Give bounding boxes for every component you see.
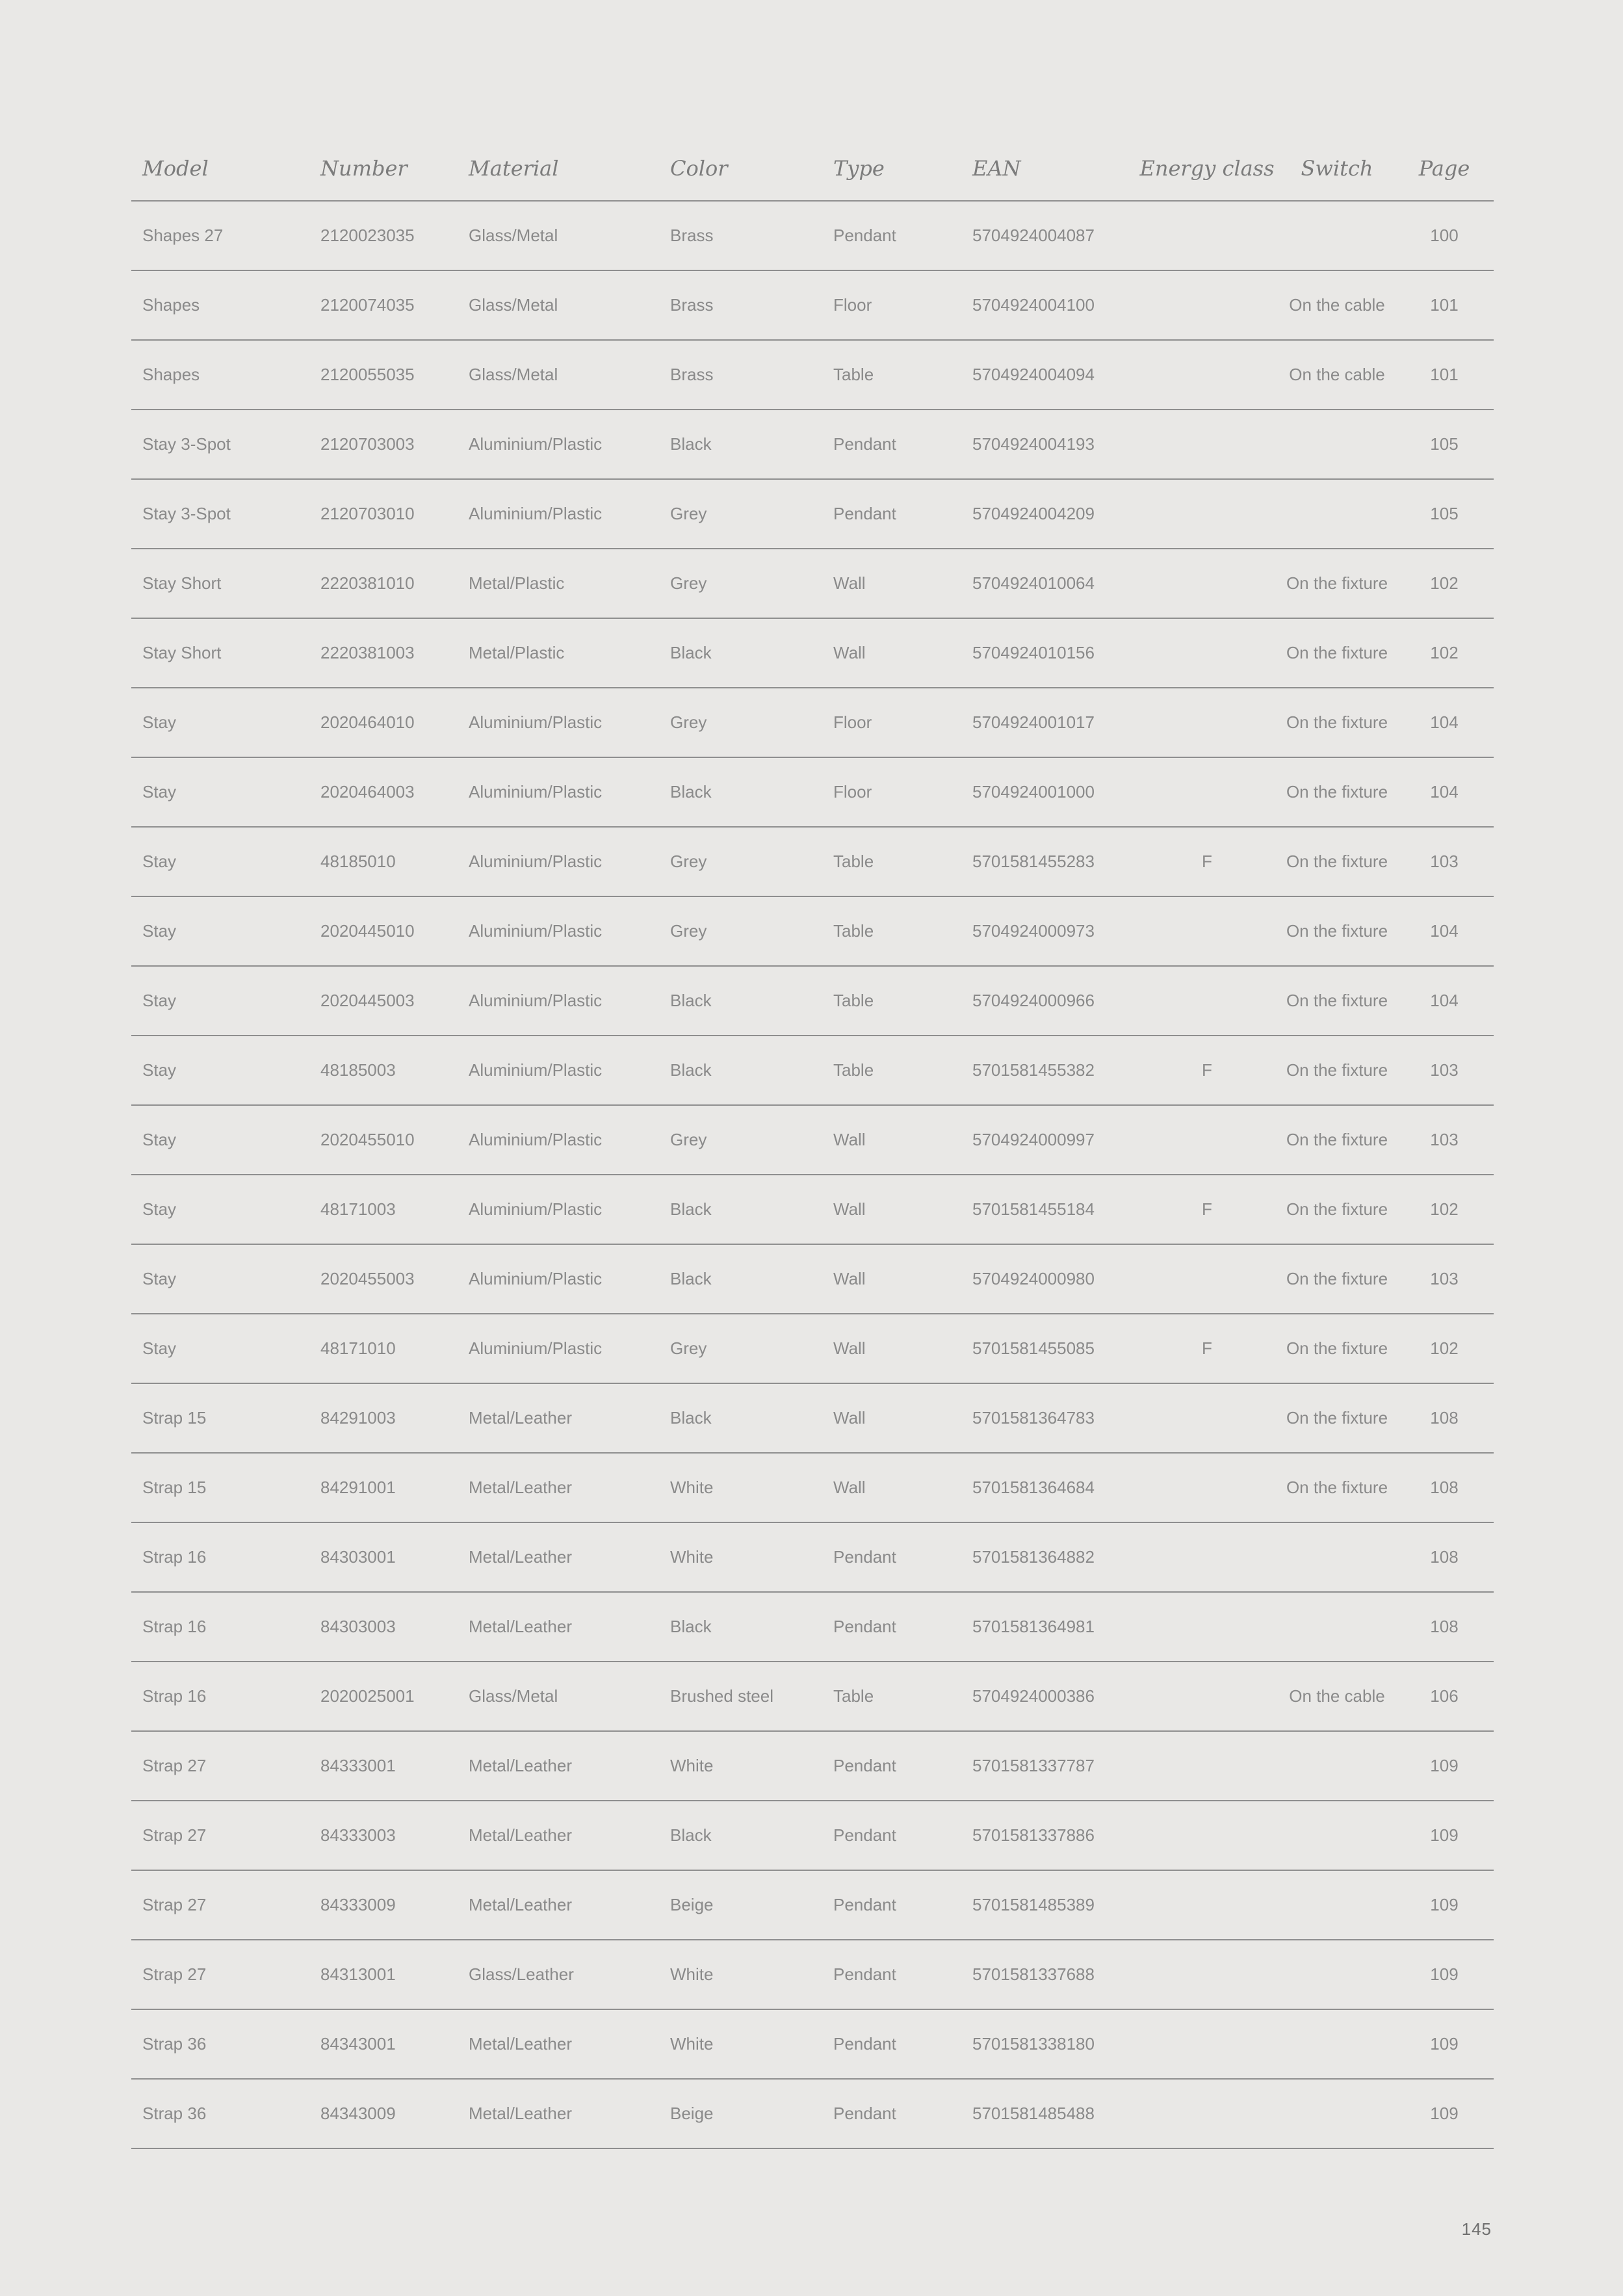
header-switch: Switch [1301, 156, 1373, 181]
cell-energy-class [1142, 1871, 1272, 1939]
cell-number: 2020445003 [320, 991, 415, 1010]
cell-model: Stay [142, 1130, 177, 1149]
cell-ean: 5704924001017 [972, 712, 1095, 732]
cell-switch: On the fixture [1286, 991, 1388, 1010]
cell-material: Glass/Leather [469, 1964, 574, 1984]
cell-model: Strap 36 [142, 2104, 207, 2123]
cell-number: 2220381010 [320, 573, 415, 593]
cell-material: Aluminium/Plastic [469, 1060, 603, 1080]
cell-page: 109 [1430, 2104, 1459, 2123]
cell-number: 2020464003 [320, 782, 415, 802]
cell-model: Stay [142, 1338, 177, 1358]
cell-material: Aluminium/Plastic [469, 1338, 603, 1358]
cell-page: 102 [1430, 573, 1459, 593]
cell-model: Strap 16 [142, 1686, 207, 1706]
cell-energy-class: F [1202, 852, 1212, 871]
cell-energy-class [1142, 202, 1272, 270]
cell-color: Black [670, 1825, 712, 1845]
cell-number: 84313001 [320, 1964, 396, 1984]
header-energy-class: Energy class [1139, 156, 1275, 181]
cell-color: Brass [670, 226, 714, 245]
cell-model: Strap 27 [142, 1825, 207, 1845]
cell-type: Pendant [833, 226, 896, 245]
table-row [131, 967, 1494, 1036]
cell-material: Glass/Metal [469, 1686, 558, 1706]
cell-material: Metal/Leather [469, 1547, 572, 1567]
cell-material: Metal/Leather [469, 1895, 572, 1914]
header-color: Color [670, 156, 728, 181]
cell-material: Aluminium/Plastic [469, 504, 603, 523]
cell-page: 102 [1430, 643, 1459, 662]
cell-number: 84343001 [320, 2034, 396, 2054]
table-row [131, 2080, 1494, 2149]
cell-page: 103 [1430, 1269, 1459, 1288]
cell-model: Stay 3-Spot [142, 434, 231, 454]
cell-page: 109 [1430, 2034, 1459, 2054]
table-row [131, 1175, 1494, 1245]
cell-type: Table [833, 1686, 874, 1706]
cell-ean: 5701581337787 [972, 1756, 1095, 1775]
cell-page: 109 [1430, 1825, 1459, 1845]
cell-color: Black [670, 782, 712, 802]
cell-number: 48185003 [320, 1060, 396, 1080]
cell-material: Aluminium/Plastic [469, 852, 603, 871]
cell-color: Grey [670, 573, 707, 593]
cell-switch: On the fixture [1286, 643, 1388, 662]
cell-switch: On the cable [1289, 295, 1385, 315]
cell-color: Brass [670, 295, 714, 315]
cell-model: Strap 36 [142, 2034, 207, 2054]
cell-color: Black [670, 1269, 712, 1288]
cell-type: Floor [833, 712, 872, 732]
cell-energy-class [1142, 271, 1272, 339]
cell-ean: 5701581364882 [972, 1547, 1095, 1567]
cell-ean: 5704924010064 [972, 573, 1095, 593]
cell-material: Metal/Leather [469, 2104, 572, 2123]
cell-model: Stay [142, 852, 177, 871]
cell-number: 84333009 [320, 1895, 396, 1914]
header-type: Type [833, 156, 885, 181]
cell-switch [1272, 1732, 1402, 1800]
cell-ean: 5701581455382 [972, 1060, 1095, 1080]
cell-material: Metal/Plastic [469, 643, 565, 662]
cell-energy-class [1142, 1593, 1272, 1661]
cell-switch: On the fixture [1286, 782, 1388, 802]
table-row [131, 1454, 1494, 1523]
cell-energy-class [1142, 2010, 1272, 2078]
cell-number: 2020445010 [320, 921, 415, 941]
cell-type: Wall [833, 1269, 866, 1288]
cell-type: Pendant [833, 1825, 896, 1845]
cell-material: Metal/Leather [469, 1617, 572, 1636]
cell-type: Pendant [833, 2034, 896, 2054]
cell-number: 48171003 [320, 1199, 396, 1219]
cell-ean: 5701581485389 [972, 1895, 1095, 1914]
cell-number: 48171010 [320, 1338, 396, 1358]
cell-type: Wall [833, 1130, 866, 1149]
cell-color: Black [670, 1617, 712, 1636]
cell-switch: On the fixture [1286, 921, 1388, 941]
cell-page: 100 [1430, 226, 1459, 245]
cell-switch: On the fixture [1286, 1408, 1388, 1428]
cell-material: Aluminium/Plastic [469, 991, 603, 1010]
cell-ean: 5704924004100 [972, 295, 1095, 315]
cell-switch: On the fixture [1286, 573, 1388, 593]
cell-ean: 5704924000997 [972, 1130, 1095, 1149]
cell-material: Metal/Leather [469, 1408, 572, 1428]
header-number: Number [320, 156, 408, 181]
cell-ean: 5704924010156 [972, 643, 1095, 662]
page-number: 145 [1461, 2219, 1492, 2239]
cell-color: Grey [670, 1338, 707, 1358]
cell-type: Pendant [833, 434, 896, 454]
cell-page: 108 [1430, 1617, 1459, 1636]
cell-page: 106 [1430, 1686, 1459, 1706]
cell-energy-class [1142, 410, 1272, 478]
cell-number: 2120074035 [320, 295, 415, 315]
cell-number: 2020464010 [320, 712, 415, 732]
cell-switch [1272, 1593, 1402, 1661]
cell-energy-class [1142, 1732, 1272, 1800]
cell-color: White [670, 2034, 714, 2054]
cell-page: 104 [1430, 991, 1459, 1010]
table-row [131, 341, 1494, 410]
cell-switch: On the fixture [1286, 1478, 1388, 1497]
cell-type: Wall [833, 643, 866, 662]
cell-switch [1272, 1871, 1402, 1939]
table-row [131, 1732, 1494, 1801]
cell-model: Stay [142, 782, 177, 802]
cell-type: Table [833, 921, 874, 941]
cell-type: Wall [833, 1199, 866, 1219]
cell-material: Glass/Metal [469, 365, 558, 384]
cell-number: 84333003 [320, 1825, 396, 1845]
cell-material: Aluminium/Plastic [469, 1199, 603, 1219]
cell-material: Glass/Metal [469, 295, 558, 315]
cell-number: 2120703003 [320, 434, 415, 454]
cell-color: Grey [670, 852, 707, 871]
cell-material: Aluminium/Plastic [469, 921, 603, 941]
cell-page: 105 [1430, 434, 1459, 454]
cell-ean: 5701581337886 [972, 1825, 1095, 1845]
cell-model: Strap 15 [142, 1478, 207, 1497]
cell-energy-class: F [1202, 1338, 1212, 1358]
cell-page: 102 [1430, 1199, 1459, 1219]
cell-energy-class: F [1202, 1060, 1212, 1080]
cell-ean: 5701581364981 [972, 1617, 1095, 1636]
cell-material: Aluminium/Plastic [469, 712, 603, 732]
cell-type: Wall [833, 573, 866, 593]
cell-type: Pendant [833, 1617, 896, 1636]
table-row [131, 758, 1494, 828]
cell-color: Grey [670, 921, 707, 941]
cell-type: Pendant [833, 504, 896, 523]
cell-switch [1272, 1801, 1402, 1870]
table-row [131, 1801, 1494, 1871]
cell-model: Stay [142, 712, 177, 732]
table-row [131, 1593, 1494, 1662]
cell-number: 2120703010 [320, 504, 415, 523]
cell-color: White [670, 1478, 714, 1497]
cell-ean: 5704924001000 [972, 782, 1095, 802]
cell-switch [1272, 1523, 1402, 1591]
cell-material: Aluminium/Plastic [469, 782, 603, 802]
cell-number: 48185010 [320, 852, 396, 871]
cell-switch [1272, 480, 1402, 548]
cell-model: Stay [142, 1269, 177, 1288]
cell-energy-class [1142, 2080, 1272, 2148]
cell-model: Shapes [142, 295, 200, 315]
cell-number: 84303001 [320, 1547, 396, 1567]
cell-material: Metal/Plastic [469, 573, 565, 593]
table-row [131, 410, 1494, 480]
cell-type: Wall [833, 1408, 866, 1428]
cell-type: Floor [833, 782, 872, 802]
cell-energy-class [1142, 480, 1272, 548]
cell-page: 108 [1430, 1547, 1459, 1567]
cell-color: Black [670, 1199, 712, 1219]
cell-color: Beige [670, 2104, 714, 2123]
cell-number: 2020455003 [320, 1269, 415, 1288]
table-row [131, 2010, 1494, 2080]
table-row [131, 480, 1494, 549]
cell-type: Floor [833, 295, 872, 315]
cell-type: Pendant [833, 1547, 896, 1567]
cell-switch: On the fixture [1286, 712, 1388, 732]
cell-switch [1272, 1940, 1402, 2009]
cell-model: Strap 16 [142, 1547, 207, 1567]
cell-type: Table [833, 365, 874, 384]
cell-switch [1272, 202, 1402, 270]
cell-model: Strap 27 [142, 1895, 207, 1914]
cell-ean: 5704924004087 [972, 226, 1095, 245]
cell-energy-class [1142, 1662, 1272, 1730]
cell-energy-class: F [1202, 1199, 1212, 1219]
cell-color: Black [670, 1060, 712, 1080]
table-row [131, 202, 1494, 271]
cell-model: Stay Short [142, 573, 222, 593]
cell-number: 2120023035 [320, 226, 415, 245]
cell-model: Strap 27 [142, 1756, 207, 1775]
header-page: Page [1418, 156, 1470, 181]
cell-model: Shapes [142, 365, 200, 384]
cell-page: 109 [1430, 1895, 1459, 1914]
cell-switch: On the fixture [1286, 1338, 1388, 1358]
cell-energy-class [1142, 619, 1272, 687]
cell-page: 102 [1430, 1338, 1459, 1358]
cell-energy-class [1142, 688, 1272, 757]
table-body [131, 202, 1494, 2149]
cell-type: Table [833, 991, 874, 1010]
cell-material: Metal/Leather [469, 1825, 572, 1845]
cell-switch: On the fixture [1286, 1269, 1388, 1288]
cell-color: Grey [670, 1130, 707, 1149]
table-row [131, 828, 1494, 897]
cell-model: Strap 16 [142, 1617, 207, 1636]
cell-model: Strap 27 [142, 1964, 207, 1984]
cell-number: 2220381003 [320, 643, 415, 662]
cell-ean: 5701581364684 [972, 1478, 1095, 1497]
cell-number: 84333001 [320, 1756, 396, 1775]
cell-type: Pendant [833, 1964, 896, 1984]
cell-material: Glass/Metal [469, 226, 558, 245]
cell-energy-class [1142, 967, 1272, 1035]
cell-color: Brushed steel [670, 1686, 773, 1706]
cell-page: 101 [1430, 295, 1459, 315]
cell-energy-class [1142, 1940, 1272, 2009]
cell-number: 2120055035 [320, 365, 415, 384]
cell-page: 103 [1430, 1060, 1459, 1080]
cell-page: 109 [1430, 1964, 1459, 1984]
cell-material: Aluminium/Plastic [469, 1130, 603, 1149]
cell-page: 105 [1430, 504, 1459, 523]
cell-model: Stay [142, 991, 177, 1010]
cell-material: Metal/Leather [469, 2034, 572, 2054]
cell-material: Metal/Leather [469, 1756, 572, 1775]
cell-type: Pendant [833, 1895, 896, 1914]
cell-color: Black [670, 434, 712, 454]
cell-ean: 5704924000966 [972, 991, 1095, 1010]
cell-material: Metal/Leather [469, 1478, 572, 1497]
table-row [131, 619, 1494, 688]
table-row [131, 271, 1494, 341]
cell-color: Black [670, 643, 712, 662]
cell-page: 101 [1430, 365, 1459, 384]
cell-energy-class [1142, 341, 1272, 409]
cell-ean: 5704924000386 [972, 1686, 1095, 1706]
cell-ean: 5701581364783 [972, 1408, 1095, 1428]
cell-page: 104 [1430, 782, 1459, 802]
cell-ean: 5704924004193 [972, 434, 1095, 454]
cell-model: Strap 15 [142, 1408, 207, 1428]
cell-color: Brass [670, 365, 714, 384]
cell-page: 103 [1430, 1130, 1459, 1149]
cell-page: 108 [1430, 1408, 1459, 1428]
cell-switch: On the fixture [1286, 852, 1388, 871]
cell-energy-class [1142, 549, 1272, 618]
cell-color: Beige [670, 1895, 714, 1914]
cell-energy-class [1142, 758, 1272, 826]
cell-switch [1272, 2010, 1402, 2078]
cell-energy-class [1142, 897, 1272, 965]
cell-page: 104 [1430, 712, 1459, 732]
header-material: Material [469, 156, 559, 181]
cell-number: 84291001 [320, 1478, 396, 1497]
cell-energy-class [1142, 1801, 1272, 1870]
table-row [131, 1036, 1494, 1106]
table-row [131, 1245, 1494, 1314]
cell-color: White [670, 1964, 714, 1984]
cell-color: Grey [670, 712, 707, 732]
cell-number: 2020455010 [320, 1130, 415, 1149]
cell-energy-class [1142, 1384, 1272, 1452]
cell-model: Stay Short [142, 643, 222, 662]
cell-number: 2020025001 [320, 1686, 415, 1706]
cell-switch [1272, 2080, 1402, 2148]
cell-material: Aluminium/Plastic [469, 434, 603, 454]
table-row [131, 1384, 1494, 1454]
cell-switch: On the cable [1289, 365, 1385, 384]
cell-color: White [670, 1756, 714, 1775]
cell-ean: 5701581337688 [972, 1964, 1095, 1984]
table-row [131, 1662, 1494, 1732]
cell-switch: On the fixture [1286, 1060, 1388, 1080]
cell-number: 84343009 [320, 2104, 396, 2123]
cell-color: Grey [670, 504, 707, 523]
cell-ean: 5701581455184 [972, 1199, 1095, 1219]
cell-page: 108 [1430, 1478, 1459, 1497]
cell-ean: 5704924004209 [972, 504, 1095, 523]
cell-type: Pendant [833, 2104, 896, 2123]
table-row [131, 1314, 1494, 1384]
cell-color: Black [670, 991, 712, 1010]
header-ean: EAN [972, 156, 1021, 181]
cell-switch: On the fixture [1286, 1130, 1388, 1149]
cell-type: Wall [833, 1478, 866, 1497]
cell-color: Black [670, 1408, 712, 1428]
cell-ean: 5701581455283 [972, 852, 1095, 871]
product-table [131, 130, 1494, 2149]
cell-ean: 5704924000973 [972, 921, 1095, 941]
table-header-row [131, 130, 1494, 202]
table-row [131, 1940, 1494, 2010]
cell-type: Pendant [833, 1756, 896, 1775]
cell-type: Table [833, 852, 874, 871]
cell-switch [1272, 410, 1402, 478]
table-row [131, 688, 1494, 758]
cell-ean: 5704924000980 [972, 1269, 1095, 1288]
table-row [131, 897, 1494, 967]
cell-model: Stay [142, 921, 177, 941]
cell-model: Stay [142, 1060, 177, 1080]
cell-model: Stay 3-Spot [142, 504, 231, 523]
cell-page: 104 [1430, 921, 1459, 941]
table-row [131, 1106, 1494, 1175]
cell-page: 109 [1430, 1756, 1459, 1775]
cell-switch: On the fixture [1286, 1199, 1388, 1219]
header-model: Model [142, 156, 209, 181]
cell-model: Stay [142, 1199, 177, 1219]
cell-type: Table [833, 1060, 874, 1080]
cell-model: Shapes 27 [142, 226, 224, 245]
cell-number: 84303003 [320, 1617, 396, 1636]
cell-energy-class [1142, 1523, 1272, 1591]
cell-ean: 5701581455085 [972, 1338, 1095, 1358]
cell-ean: 5701581485488 [972, 2104, 1095, 2123]
cell-color: White [670, 1547, 714, 1567]
cell-ean: 5704924004094 [972, 365, 1095, 384]
cell-energy-class [1142, 1454, 1272, 1522]
cell-energy-class [1142, 1245, 1272, 1313]
cell-type: Wall [833, 1338, 866, 1358]
table-row [131, 1523, 1494, 1593]
cell-switch: On the cable [1289, 1686, 1385, 1706]
table-row [131, 549, 1494, 619]
cell-page: 103 [1430, 852, 1459, 871]
cell-energy-class [1142, 1106, 1272, 1174]
table-row [131, 1871, 1494, 1940]
cell-number: 84291003 [320, 1408, 396, 1428]
cell-ean: 5701581338180 [972, 2034, 1095, 2054]
cell-material: Aluminium/Plastic [469, 1269, 603, 1288]
